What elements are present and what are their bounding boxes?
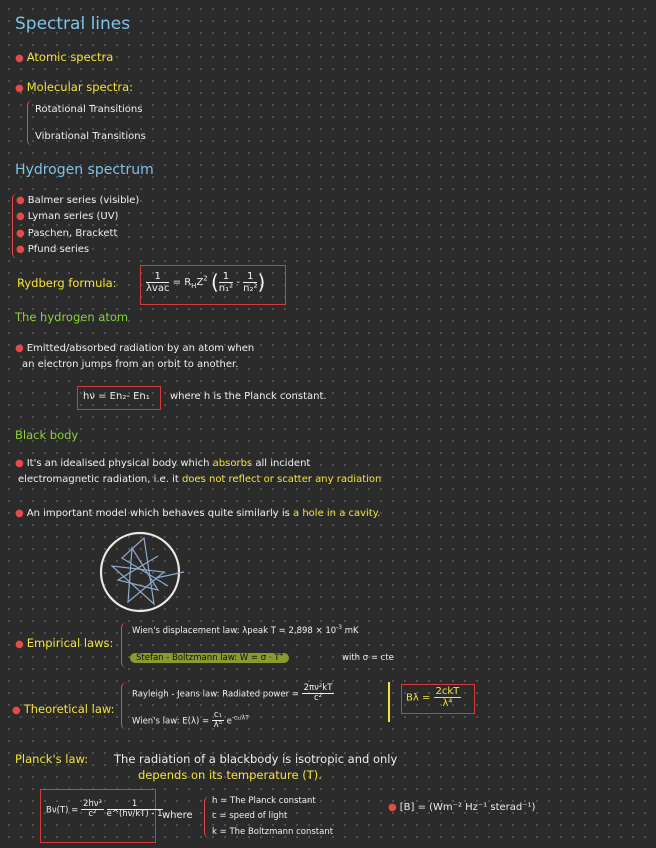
planck-law-line1: The radiation of a blackbody is isotropic and only [114, 752, 398, 766]
list-item: ● Balmer series (visible) [16, 195, 140, 206]
def-item: h = The Planck constant [212, 796, 316, 806]
atomic-spectra-label: Atomic spectra [26, 50, 114, 64]
empirical-laws-label: ● Empirical laws: [15, 636, 114, 650]
rayleigh-jeans-law: Rayleigh - Jeans law: Radiated power = $\frac{\text{2πν²kT}}{\text{c²}}$ [132, 683, 333, 704]
molecular-spectra-label: Molecular spectra: [26, 80, 134, 94]
wien-displacement-law: Wien's displacement law: λpeak $T = 2,898 \times 10^{-3}$ mK [132, 624, 359, 636]
theoretical-brace [121, 682, 128, 730]
black-body-p1-line2: electromagnetic radiation, i.e. it does not reflect or scatter any radiation [18, 474, 382, 485]
page-title: Spectral lines [15, 14, 131, 34]
empirical-brace [121, 622, 128, 668]
rydberg-label: Rydberg formula: [17, 276, 117, 290]
list-item: Rotational Transitions [35, 104, 143, 115]
molecular-spectra-item [15, 80, 133, 94]
planck-defs-brace [204, 796, 211, 838]
planck-formula: Bν(T) = $\frac{\text{2hν³}}{\text{c²}}$ $\frac{1}{e\^{}(h\nu/kT) - 1}$ [46, 799, 163, 820]
cavity-circle [101, 533, 179, 611]
divider [388, 682, 390, 722]
rayleigh-formula: Bλ = $\frac{\text{2ckT}}{\text{λ⁴}}$ [406, 686, 460, 709]
hydrogen-atom-line1: ● Emitted/absorbed radiation by an atom when [15, 343, 255, 354]
stefan-boltzmann-law: Stefan - Boltzmann law: $W = \sigma \cdot T^4$ [130, 651, 289, 663]
list-item: ● Lyman series (UV) [16, 211, 119, 222]
hydrogen-spectrum-heading: Hydrogen spectrum [15, 162, 154, 178]
hydrogen-atom-line2: an electron jumps from an orbit to another. [22, 359, 239, 370]
black-body-heading: Black body [15, 428, 79, 442]
bullet-icon: ● [15, 83, 24, 94]
def-item: c = speed of light [212, 811, 288, 821]
planck-units: ● [B] = (Wm⁻² Hz⁻¹ sterad⁻¹) [388, 802, 536, 813]
rydberg-formula: $\frac{1}{\text{λvac}}$ = $R_HZ^2$ ( $\frac{1}{\text{n₁²}}$ - $\frac{1}{\text{n₂²}}$ ) [146, 270, 266, 294]
planck-where: where [162, 810, 193, 821]
black-body-p2: ● An important model which behaves quite similarly is a hole in a cavity. [15, 508, 381, 519]
atomic-spectra-item [15, 50, 113, 64]
bullet-icon: ● [15, 53, 24, 64]
black-body-p1-line1: ● It's an idealised physical body which absorbs all incident [15, 458, 311, 469]
list-item: ● Paschen, Brackett [16, 228, 118, 239]
list-item: Vibrational Transitions [35, 131, 146, 142]
cavity-rays [112, 538, 168, 604]
cavity-diagram [98, 528, 188, 618]
energy-formula: hν = En₂- En₁ [83, 391, 150, 402]
stefan-constant-note: with σ = cte [342, 653, 394, 663]
planck-law-label: Planck's law: [15, 752, 89, 766]
list-item: ● Pfund series [16, 244, 90, 255]
wien-law: Wien's law: E(λ) = $\frac{\text{c₁}}{\text{λ⁵}}$ $e^{-c_2/\lambda T}$ [132, 710, 249, 731]
molecular-brace [27, 100, 34, 146]
planck-law-line2: depends on its temperature (T). [138, 768, 322, 782]
hydrogen-atom-heading: The hydrogen atom [15, 310, 129, 324]
planck-constant-note: where h is the Planck constant. [170, 391, 327, 402]
def-item: k = The Boltzmann constant [212, 827, 334, 837]
theoretical-law-label: ● Theoretical law: [12, 702, 115, 716]
